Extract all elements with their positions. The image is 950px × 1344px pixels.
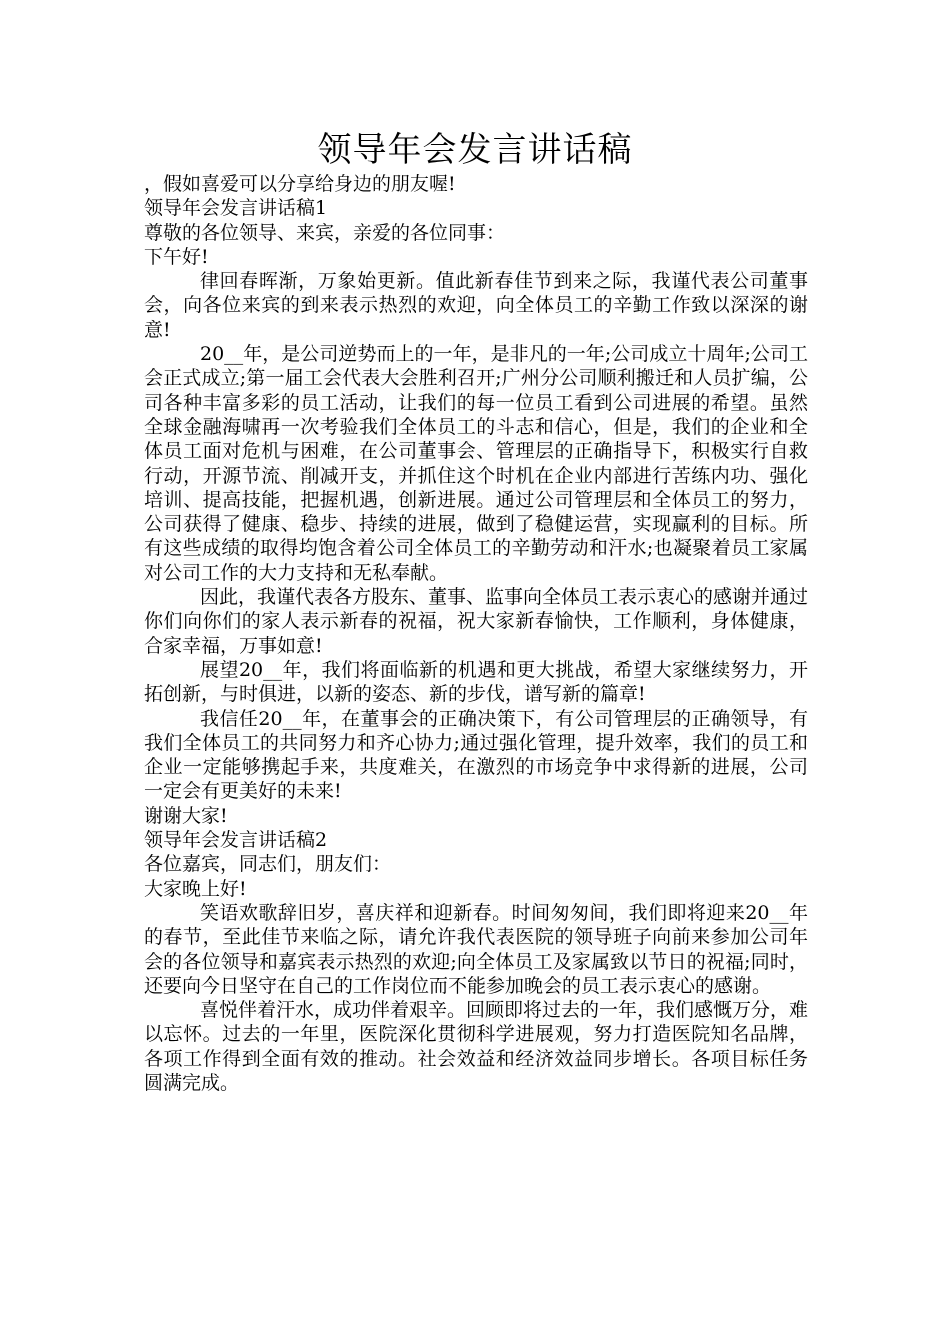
paragraph: 因此，我谨代表各方股东、董事、监事向全体员工表示衷心的感谢并通过你们向你们的家人表示新春的祝福，祝大家新春愉快，工作顺利，身体健康，合家幸福，万事如意! [144,586,809,657]
paragraph: 喜悦伴着汗水，成功伴着艰辛。回顾即将过去的一年，我们感慨万分，难以忘怀。过去的一年里，医院深化贯彻科学进展观，努力打造医院知名品牌，各项工作得到全面有效的推动。社会效益和经济效益同步增长。各项目标任务圆满完成。 [144,999,809,1094]
salutation-2: 各位嘉宾，同志们，朋友们： [144,853,392,876]
salutation-1: 尊敬的各位领导、来宾，亲爱的各位同事： [144,221,506,244]
closing-1: 谢谢大家! [144,804,228,827]
greeting-1: 下午好! [144,245,209,268]
document-title: 领导年会发言讲话稿 [317,130,633,170]
paragraph: 我信任20__年，在董事会的正确决策下，有公司管理层的正确领导，有我们全体员工的共同努力和齐心协力;通过强化管理，提升效率，我们的员工和企业一定能够携起手来，共度难关，在激烈的市场竞争中求得新的进展，公司一定会有更美好的未来! [144,707,808,803]
paragraph: 20__年，是公司逆势而上的一年，是非凡的一年;公司成立十周年;公司工会正式成立;第一届工会代表大会胜利召开;广州分公司顺利搬迁和人员扩编，公司各种丰富多彩的员工活动，让我们的每一位员工看到公司进展的希望。虽然全球金融海啸再一次考验我们全体员工的斗志和信心，但是，我们的企业和全体员工面对危机与困难，在公司董事会、管理层的正确指导下，积极实行自救行动，开源节流、削减开支，并抓住这个时机在企业内部进行苦练内功、强化培训、提高技能，把握机遇，创新进展。通过公司管理层和全体员工的努力，公司获得了健康、稳步、持续的进展，做到了稳健运营，实现赢利的目标。所有这些成绩的取得均饱含着公司全体员工的辛勤劳动和汗水;也凝聚着员工家属对公司工作的大力支持和无私奉献。 [144,343,808,584]
greeting-2: 大家晚上好! [144,877,247,900]
paragraph: 展望20__年，我们将面临新的机遇和更大挑战，希望大家继续努力，开拓创新，与时俱进，以新的姿态、新的步伐，谱写新的篇章! [144,658,808,706]
paragraph: 笑语欢歌辞旧岁，喜庆祥和迎新春。时间匆匆间，我们即将迎来20__年的春节，至此佳节来临之际，请允许我代表医院的领导班子向前来参加公司年会的各位领导和嘉宾表示热烈的欢迎;向全体员工及家属致以节日的祝福;同时，还要向今日坚守在自己的工作岗位而不能参加晚会的员工表示衷心的感谢。 [144,901,808,997]
section-heading-1: 领导年会发言讲话稿1 [144,197,328,220]
document-body [144,172,808,1095]
paragraph: 律回春晖渐，万象始更新。值此新春佳节到来之际，我谨代表公司董事会，向各位来宾的到来表示热烈的欢迎，向全体员工的辛勤工作致以深深的谢意! [144,270,808,341]
paragraph-intro: ，假如喜爱可以分享给身边的朋友喔! [144,173,456,195]
section-heading-2: 领导年会发言讲话稿2 [144,829,328,852]
